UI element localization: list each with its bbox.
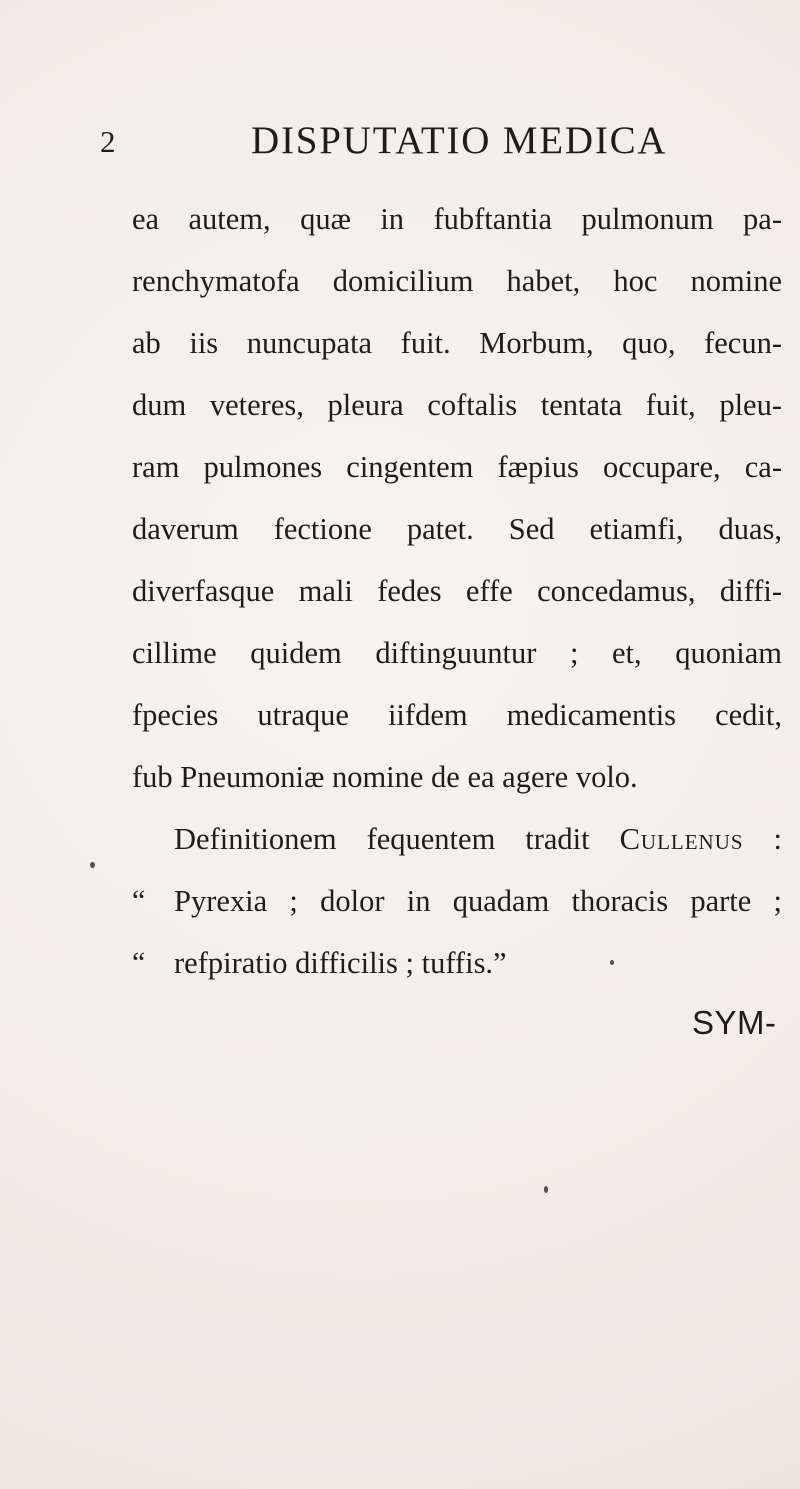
text-line: ab iis nuncupata fuit. Morbum, quo, fecun- <box>132 326 782 360</box>
catchword: SYM- <box>692 1004 777 1041</box>
text-line: fpecies utraque iifdem medicamentis cedit, <box>132 698 782 732</box>
text-line: cillime quidem diftinguuntur ; et, quoniam <box>132 636 782 670</box>
body-text <box>132 188 782 994</box>
definition-colon: : <box>743 822 782 856</box>
text-line: renchymatofa domicilium habet, hoc nomine <box>132 264 782 298</box>
ink-speck <box>544 1186 548 1193</box>
ink-speck <box>610 960 614 965</box>
text-line: diverfasque mali fedes effe concedamus, diffi- <box>132 574 782 608</box>
definition-line <box>132 808 782 870</box>
quote-text: Pyrexia ; dolor in quadam thoracis parte ; <box>174 884 782 918</box>
text-line: dum veteres, pleura coftalis tentata fuit, pleu- <box>132 388 782 422</box>
page-number: 2 <box>100 124 117 159</box>
quote-line <box>132 932 782 994</box>
text-line: ram pulmones cingentem fæpius occupare, ca- <box>132 450 782 484</box>
text-line: daverum fectione patet. Sed etiamfi, duas, <box>132 512 782 546</box>
quote-mark: “ <box>132 946 146 979</box>
definition-prefix: Definitionem fequentem tradit <box>174 822 590 856</box>
quote-line <box>132 870 782 932</box>
text-line: fub Pneumoniæ nomine de ea agere volo. <box>132 760 638 794</box>
ink-speck <box>90 862 95 868</box>
text-line: ea autem, quæ in fubftantia pulmonum pa- <box>132 202 782 236</box>
running-title: DISPUTATIO MEDICA <box>251 119 668 162</box>
quote-text: refpiratio difficilis ; tuffis.” <box>174 946 507 980</box>
author-name: Cullenus <box>619 822 744 856</box>
page-header <box>100 118 668 168</box>
quote-mark: “ <box>132 884 146 917</box>
